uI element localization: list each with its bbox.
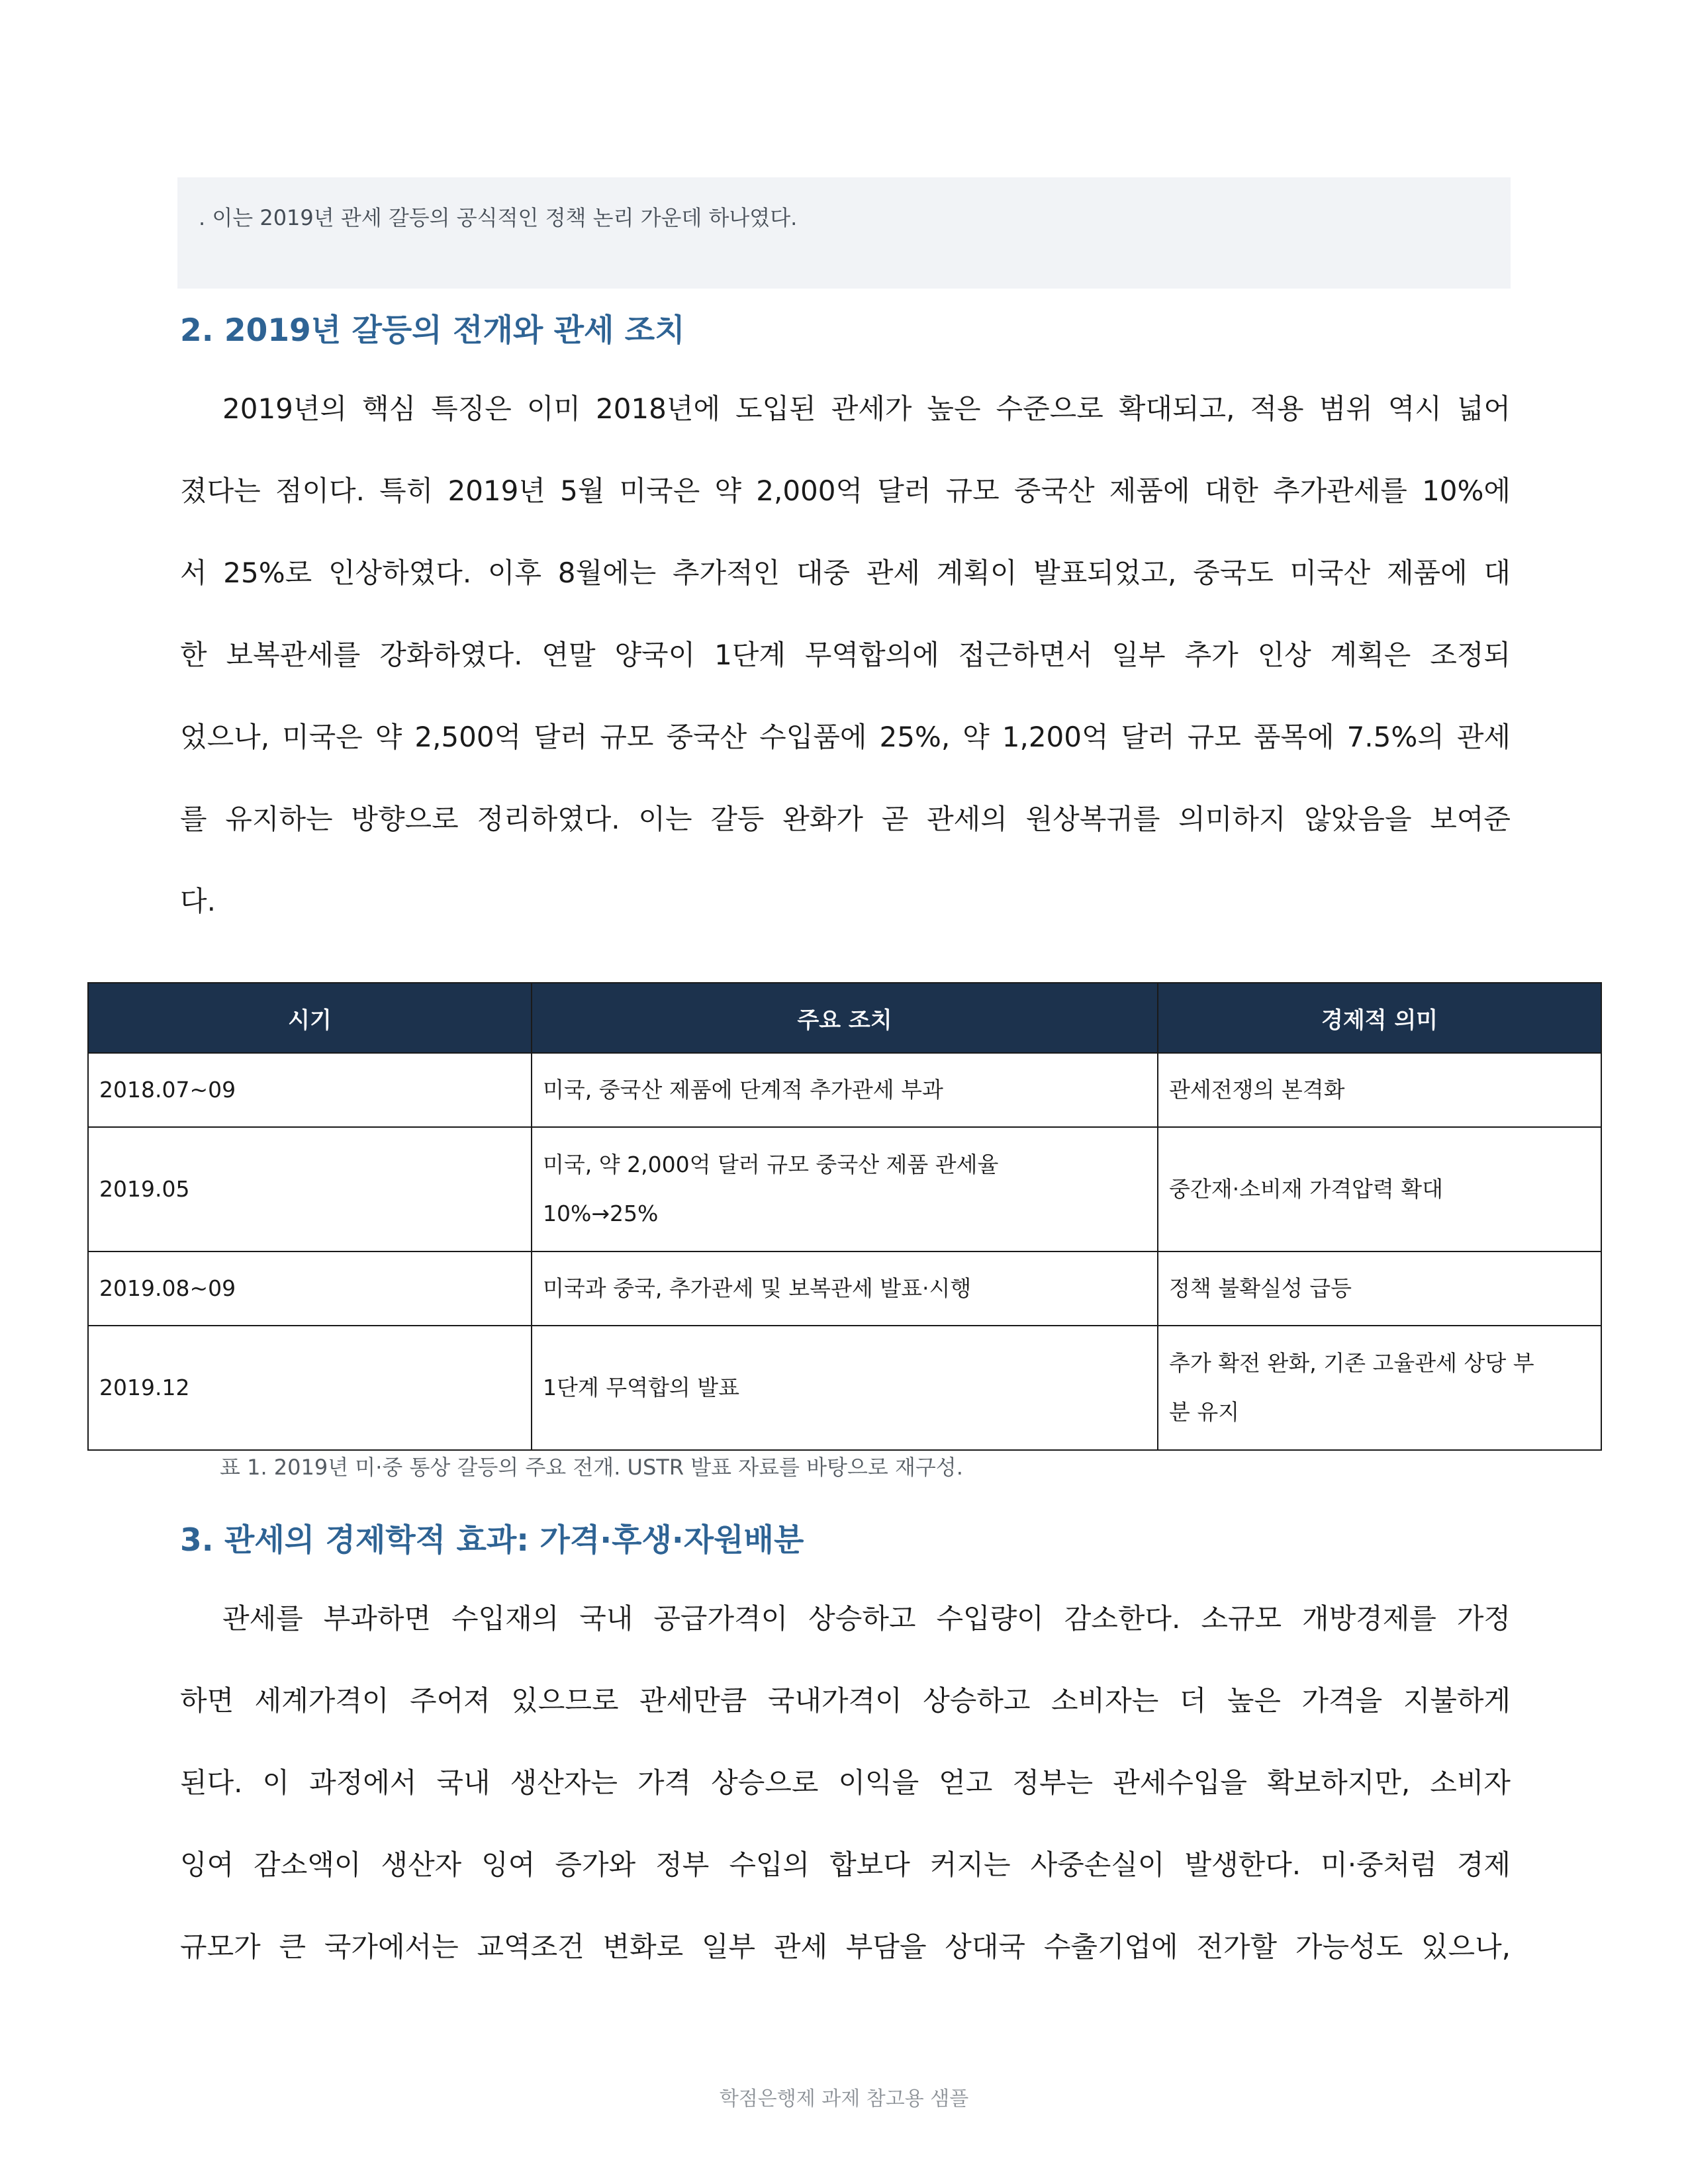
cell-meaning-line: 분 유지: [1169, 1399, 1240, 1425]
table-row: [88, 1251, 1601, 1326]
paragraph-line: 서 25%로 인상하였다. 이후 8월에는 추가적인 대중 관세 계획이 발표되었고, 중국도 미국산 제품에 대: [180, 557, 1511, 589]
cell-action: [532, 1127, 1158, 1251]
cell-action-line: 10%→25%: [543, 1201, 659, 1226]
cell-meaning: [1158, 1326, 1601, 1450]
table-row: [88, 1053, 1601, 1127]
paragraph-line: 된다. 이 과정에서 국내 생산자는 가격 상승으로 이익을 얻고 정부는 관세수입을 확보하지만, 소비자: [180, 1766, 1511, 1799]
cell-meaning-line: 중간재·소비재 가격압력 확대: [1169, 1176, 1444, 1202]
cell-action-line: 미국, 약 2,000억 달러 규모 중국산 제품 관세율: [543, 1152, 999, 1177]
column-header-meaning: 경제적 의미: [1158, 983, 1601, 1053]
cell-meaning: [1158, 1053, 1601, 1127]
paragraph-line: 었으나, 미국은 약 2,500억 달러 규모 중국산 수입품에 25%, 약 1,200억 달러 규모 품목에 7.5%의 관세: [180, 721, 1511, 753]
paragraph-line: 를 유지하는 방향으로 정리하였다. 이는 갈등 완화가 곧 관세의 원상복귀를 의미하지 않았음을 보여준: [180, 803, 1511, 835]
column-header-period: 시기: [88, 983, 532, 1053]
paragraph-line: 잉여 감소액이 생산자 잉여 증가와 정부 수입의 합보다 커지는 사중손실이 발생한다. 미·중처럼 경제: [180, 1848, 1511, 1881]
cell-action-line: 1단계 무역합의 발표: [543, 1375, 739, 1400]
section-2-paragraph: [180, 368, 1511, 942]
callout-text: . 이는 2019년 관세 갈등의 공식적인 정책 논리 가운데 하나였다.: [199, 205, 798, 230]
section-3-paragraph: [180, 1578, 1511, 1988]
paragraph-line: 졌다는 점이다. 특히 2019년 5월 미국은 약 2,000억 달러 규모 중국산 제품에 대한 추가관세를 10%에: [180, 475, 1511, 507]
cell-period: 2019.05: [88, 1127, 532, 1251]
cell-action-line: 미국, 중국산 제품에 단계적 추가관세 부과: [543, 1077, 943, 1103]
paragraph-line: 하면 세계가격이 주어져 있으므로 관세만큼 국내가격이 상승하고 소비자는 더 높은 가격을 지불하게: [180, 1684, 1511, 1717]
cell-meaning: [1158, 1251, 1601, 1326]
cell-meaning-line: 관세전쟁의 본격화: [1169, 1077, 1345, 1103]
paragraph-line: 규모가 큰 국가에서는 교역조건 변화로 일부 관세 부담을 상대국 수출기업에 전가할 가능성도 있으나,: [180, 1931, 1511, 1963]
section-3-heading: 3. 관세의 경제학적 효과: 가격·후생·자원배분: [180, 1522, 804, 1559]
table-row: [88, 1127, 1601, 1251]
table-header-row: [88, 983, 1601, 1053]
callout-box: [177, 177, 1511, 289]
paragraph-line: 다.: [180, 885, 216, 917]
cell-meaning: [1158, 1127, 1601, 1251]
page-footer: 학점은행제 과제 참고용 샘플: [719, 2087, 969, 2111]
column-header-action: 주요 조치: [532, 983, 1158, 1053]
paragraph-line: 관세를 부과하면 수입재의 국내 공급가격이 상승하고 수입량이 감소한다. 소규모 개방경제를 가정: [222, 1602, 1511, 1635]
events-table: [87, 982, 1602, 1451]
cell-period: 2019.12: [88, 1326, 532, 1450]
cell-action: [532, 1053, 1158, 1127]
cell-action: [532, 1251, 1158, 1326]
section-2-heading: 2. 2019년 갈등의 전개와 관세 조치: [180, 312, 685, 349]
cell-meaning-line: 정책 불확실성 급등: [1169, 1275, 1352, 1301]
paragraph-line: 한 보복관세를 강화하였다. 연말 양국이 1단계 무역합의에 접근하면서 일부 추가 인상 계획은 조정되: [180, 639, 1511, 671]
cell-action-line: 미국과 중국, 추가관세 및 보복관세 발표·시행: [543, 1275, 972, 1301]
cell-action: [532, 1326, 1158, 1450]
cell-period: 2019.08~09: [88, 1251, 532, 1326]
cell-meaning-line: 추가 확전 완화, 기존 고율관세 상당 부: [1169, 1350, 1534, 1376]
cell-period: 2018.07~09: [88, 1053, 532, 1127]
table-row: [88, 1326, 1601, 1450]
paragraph-line: 2019년의 핵심 특징은 이미 2018년에 도입된 관세가 높은 수준으로 확대되고, 적용 범위 역시 넓어: [222, 392, 1511, 425]
table-caption: 표 1. 2019년 미·중 통상 갈등의 주요 전개. USTR 발표 자료를 바탕으로 재구성.: [220, 1455, 963, 1480]
